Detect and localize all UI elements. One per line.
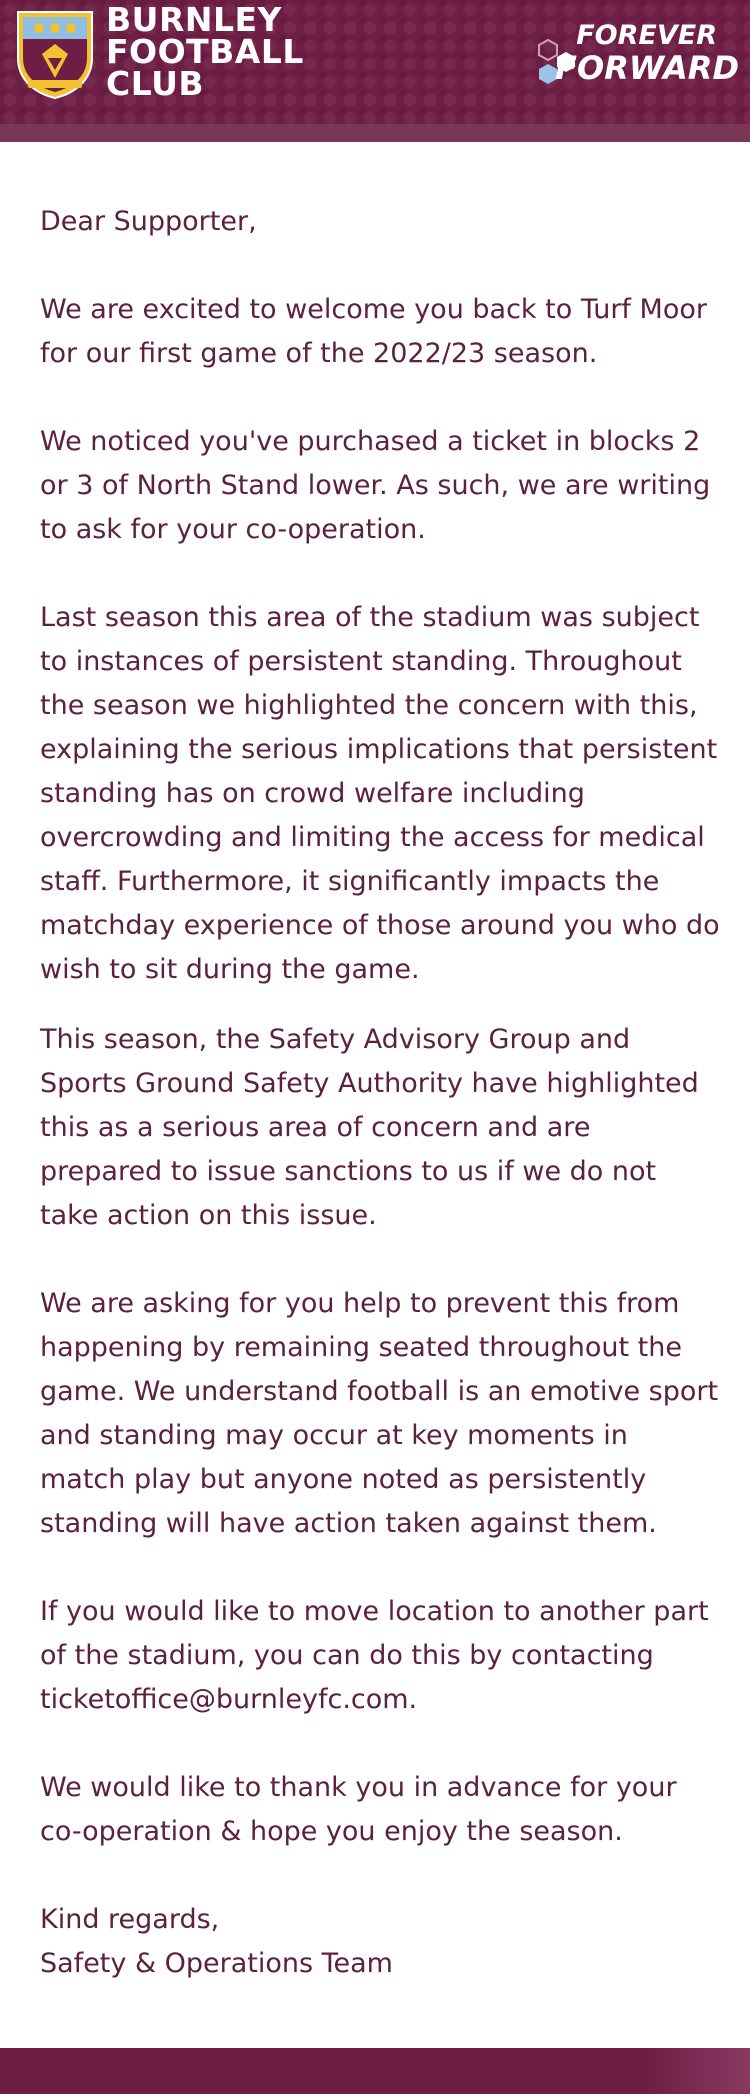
forever-forward-slogan bbox=[555, 20, 739, 87]
club-name bbox=[106, 0, 304, 103]
letter-paragraph: We are excited to welcome you back to Turf Moor for our first game of the 2022/23 season. bbox=[40, 294, 707, 369]
email-header bbox=[0, 0, 750, 124]
email-footer-band bbox=[0, 2048, 750, 2094]
club-crest-icon bbox=[14, 8, 96, 100]
letter-paragraph: We are asking for you help to prevent this from happening by remaining seated throughout the game. We understand football is an emotive sport and standing may occur at key moments in match play but anyone noted as persistently standing will have action taken against them. bbox=[40, 1288, 719, 1539]
header-divider-band bbox=[0, 124, 750, 142]
letter-paragraph: If you would like to move location to another part of the stadium, you can do this by contacting ticketoffice@burnleyfc.com. bbox=[40, 1596, 709, 1715]
slogan-line-1: FOREVER bbox=[576, 20, 717, 51]
club-name-line-2: FOOTBALL bbox=[106, 32, 304, 71]
letter-paragraph: We noticed you've purchased a ticket in blocks 2 or 3 of North Stand lower. As such, we are writing to ask for your co-operation. bbox=[40, 426, 711, 545]
club-name-line-1: BURNLEY bbox=[106, 0, 282, 39]
letter-paragraph: Last season this area of the stadium was subject to instances of persistent standing. Throughout the season we highlighted the concern with this, explaining the serious implications that persistent standing has on crowd welfare including overcrowding and limiting the access for medical staff. Furthermore, it significantly impacts the matchday experience of those around you who do wish to sit during the game. bbox=[40, 602, 720, 985]
letter-greeting: Dear Supporter, bbox=[40, 206, 257, 237]
letter-signoff: Kind regards, bbox=[40, 1904, 220, 1935]
letter-paragraph: We would like to thank you in advance for your co-operation & hope you enjoy the season. bbox=[40, 1772, 677, 1847]
letter-body bbox=[40, 200, 720, 1986]
letter-signature: Safety & Operations Team bbox=[40, 1948, 393, 1979]
club-name-line-3: CLUB bbox=[106, 64, 205, 103]
slogan-line-2: FORWARD bbox=[555, 49, 739, 87]
letter-paragraph: This season, the Safety Advisory Group and Sports Ground Safety Authority have highlighted this as a serious area of concern and are prepared to issue sanctions to us if we do not take action on this issue. bbox=[40, 1024, 699, 1231]
